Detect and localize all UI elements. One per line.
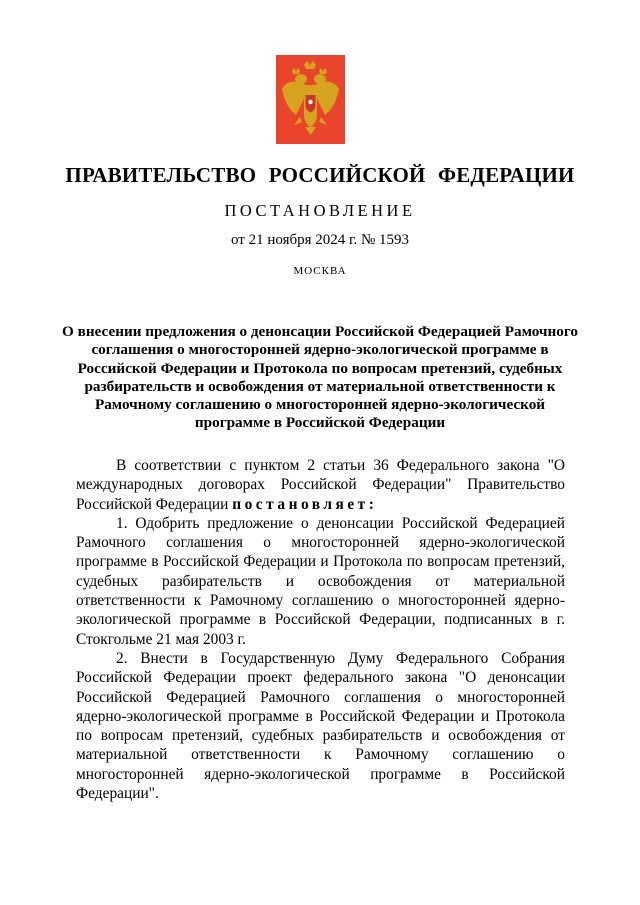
decree-word: постановляет:	[232, 495, 378, 513]
preamble-text: В соответствии с пунктом 2 статьи 36 Федерального закона "О международных договорах Российской Федерации" Правительство Российской Федерации	[76, 457, 565, 513]
document-date-number: от 21 ноября 2024 г. № 1593	[230, 232, 410, 248]
document-type: ПОСТАНОВЛЕНИЕ	[224, 201, 416, 220]
government-title: ПРАВИТЕЛЬСТВО РОССИЙСКОЙ ФЕДЕРАЦИИ	[65, 163, 575, 187]
document-city: МОСКВА	[293, 265, 347, 277]
document-heading: О внесении предложения о денонсации Российской Федерацией Рамочного соглашения о многосторонней ядерно-экологической программе в Российской Федерации и Протокола по вопросам претензий, судебных разбирательств и освобождения от материальной ответственности к Рамочному соглашению о многосторонней ядерно-экологической программе в Российской Федерации	[62, 323, 578, 432]
document-body	[76, 456, 565, 803]
item-2-paragraph: 2. Внести в Государственную Думу Федерального Собрания Российской Федерации проект федерального закона "О денонсации Российской Федерацией Рамочного соглашения о многосторонней ядерно-экологической программе в Российской Федерации и Протокола по вопросам претензий, судебных разбирательств и освобождения от материальной ответственности к Рамочному соглашению о многосторонней ядерно-экологической программе в Российской Федерации".	[76, 649, 565, 803]
item-1-paragraph: 1. Одобрить предложение о денонсации Российской Федерацией Рамочного соглашения о многосторонней ядерно-экологической программе в Российской Федерации и Протокола по вопросам претензий, судебных разбирательств и освобождения от материальной ответственности к Рамочному соглашению о многосторонней ядерно-экологической программе в Российской Федерации, подписанных в г. Стокгольме 21 мая 2003 г.	[76, 514, 565, 648]
coat-of-arms-icon	[276, 55, 345, 144]
preamble-paragraph	[76, 456, 565, 514]
